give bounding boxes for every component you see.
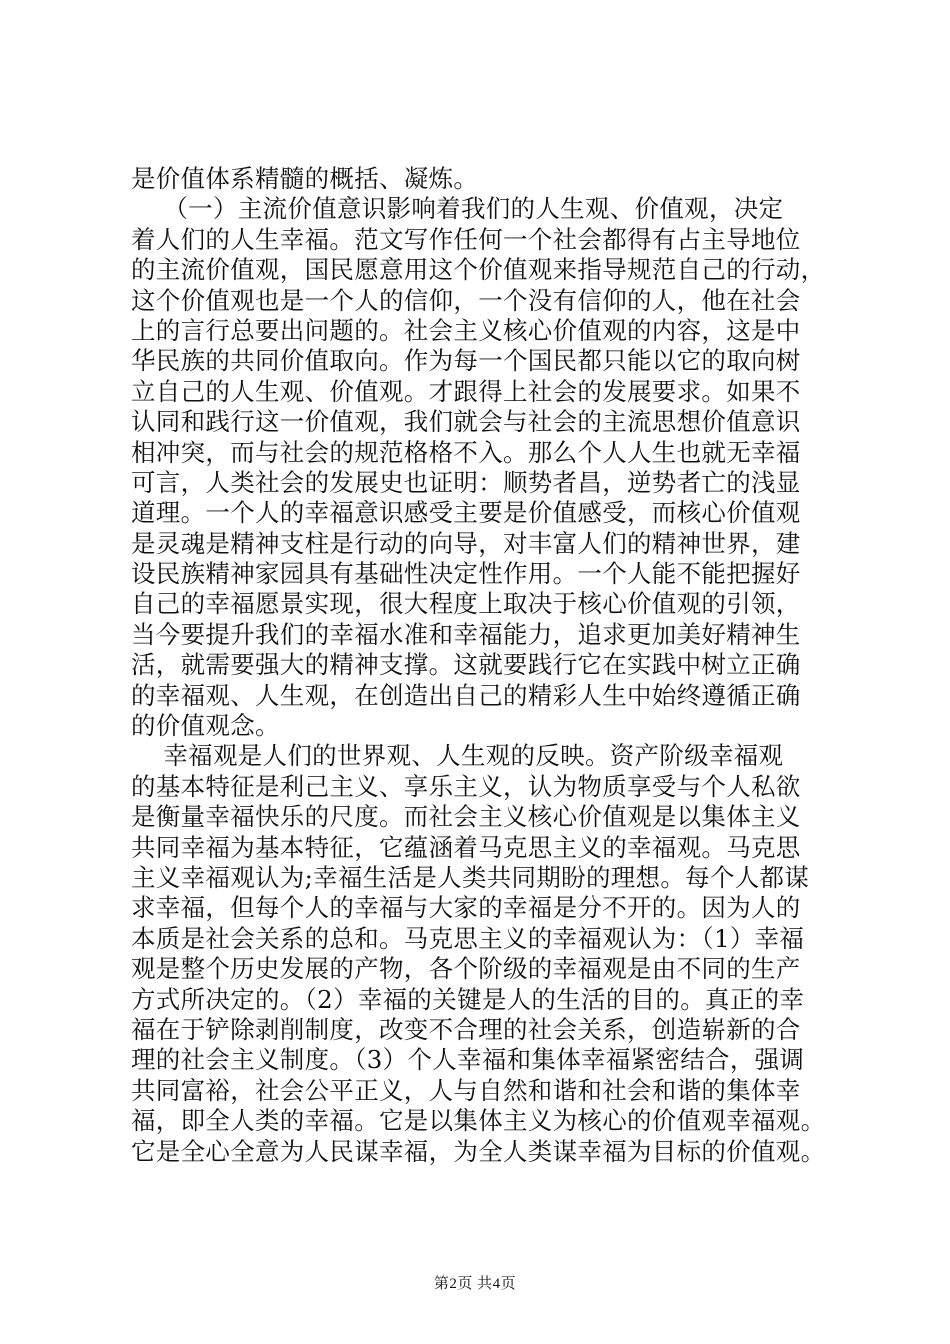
text-line: 的主流价值观，国民愿意用这个价值观来指导规范自己的行动， <box>131 255 826 285</box>
text-line: 道理。一个人的幸福意识感受主要是价值感受，而核心价值观 <box>131 498 801 528</box>
text-line: 是衡量幸福快乐的尺度。而社会主义核心价值观是以集体主义 <box>131 802 801 832</box>
text-line: 上的言行总要出问题的。社会主义核心价值观的内容，这是中 <box>131 315 801 345</box>
text-line: 相冲突，而与社会的规范格格不入。那么个人人生也就无幸福 <box>131 437 801 467</box>
text-line: 本质是社会关系的总和。马克思主义的幸福观认为：（1）幸福 <box>131 923 805 953</box>
text-line: 是灵魂是精神支柱是行动的向导，对丰富人们的精神世界，建 <box>131 528 801 558</box>
text-line: 共同幸福为基本特征，它蕴涵着马克思主义的幸福观。马克思 <box>131 832 801 862</box>
text-line: 立自己的人生观、价值观。才跟得上社会的发展要求。如果不 <box>131 376 801 406</box>
text-line: 理的社会主义制度。（3）个人幸福和集体幸福紧密结合，强调 <box>131 1045 805 1075</box>
text-line: 可言，人类社会的发展史也证明：顺势者昌，逆势者亡的浅显 <box>131 467 801 497</box>
text-line: 设民族精神家园具有基础性决定性作用。一个人能不能把握好 <box>131 559 801 589</box>
text-line: 方式所决定的。（2）幸福的关键是人的生活的目的。真正的幸 <box>131 984 805 1014</box>
body-text <box>131 164 831 1167</box>
text-line: 福在于铲除剥削制度，改变不合理的社会关系，创造崭新的合 <box>131 1014 801 1044</box>
page-footer: 第2页 共4页 <box>433 1276 517 1292</box>
text-line: 这个价值观也是一个人的信仰，一个没有信仰的人，他在社会 <box>131 285 801 315</box>
text-line: 华民族的共同价值取向。作为每一个国民都只能以它的取向树 <box>131 346 801 376</box>
text-line: 认同和践行这一价值观，我们就会与社会的主流思想价值意识 <box>131 407 801 437</box>
text-line: 观是整个历史发展的产物，各个阶级的幸福观是由不同的生产 <box>131 954 801 984</box>
text-line: 自己的幸福愿景实现，很大程度上取决于核心价值观的引领， <box>131 589 801 619</box>
text-line: 求幸福，但每个人的幸福与大家的幸福是分不开的。因为人的 <box>131 893 801 923</box>
text-line: （一）主流价值意识影响着我们的人生观、价值观，决定 <box>131 194 784 224</box>
text-line: 共同富裕，社会公平正义，人与自然和谐和社会和谐的集体幸 <box>131 1075 801 1105</box>
text-line: 幸福观是人们的世界观、人生观的反映。资产阶级幸福观 <box>131 741 784 771</box>
text-line: 的幸福观、人生观，在创造出自己的精彩人生中始终遵循正确 <box>131 680 801 710</box>
text-line: 是价值体系精髓的概括、凝炼。 <box>131 164 479 193</box>
text-line: 活，就需要强大的精神支撑。这就要践行它在实践中树立正确 <box>131 650 801 680</box>
text-line: 的价值观念。 <box>131 711 280 741</box>
text-line: 主义幸福观认为;幸福生活是人类共同期盼的理想。每个人都谋 <box>131 862 810 892</box>
text-line: 福，即全人类的幸福。它是以集体主义为核心的价值观幸福观。 <box>131 1106 826 1136</box>
text-line: 的基本特征是利己主义、享乐主义，认为物质享受与个人私欲 <box>131 771 801 801</box>
text-line: 当今要提升我们的幸福水准和幸福能力，追求更加美好精神生 <box>131 619 801 649</box>
text-line: 它是全心全意为人民谋幸福，为全人类谋幸福为目标的价值观。 <box>131 1136 826 1166</box>
text-line: 着人们的人生幸福。范文写作任何一个社会都得有占主导地位 <box>131 224 801 254</box>
